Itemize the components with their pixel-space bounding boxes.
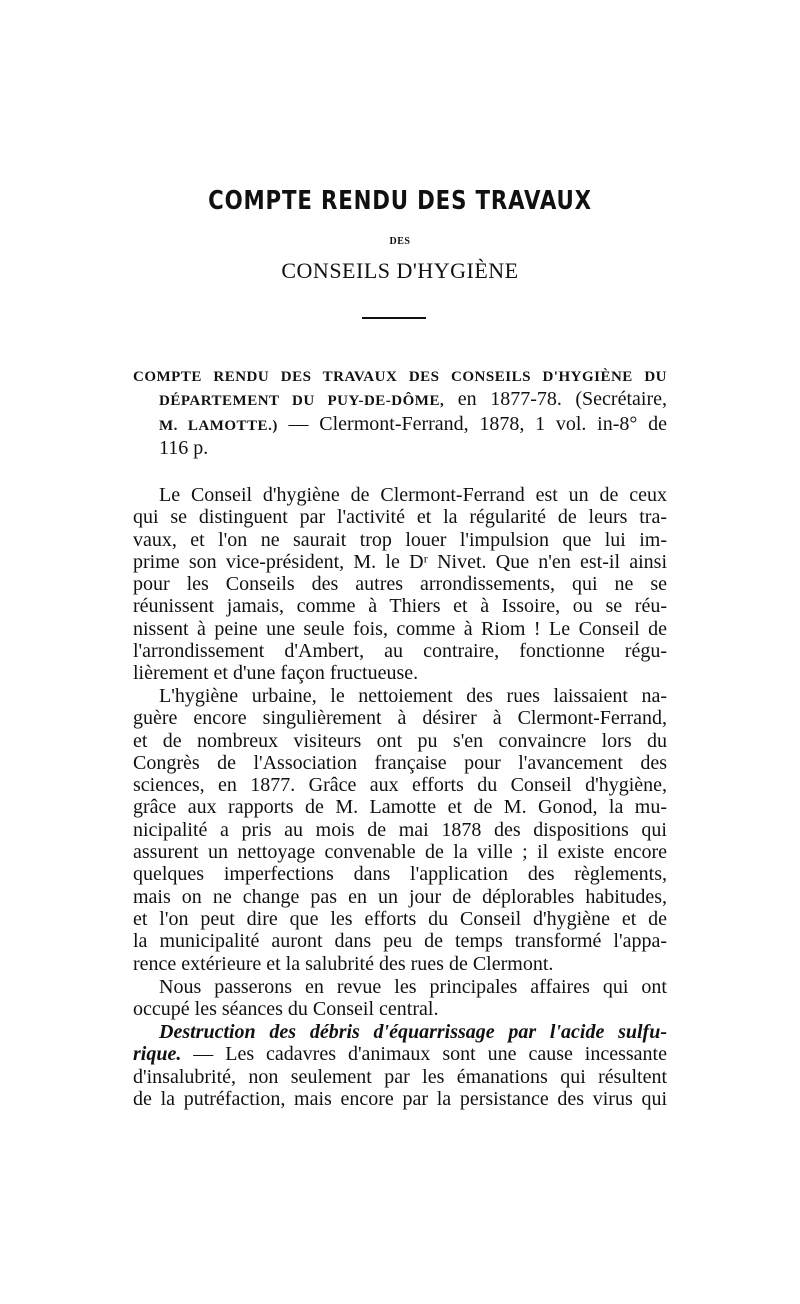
text-line: rence extérieure et la salubrité des rues de Clermont. [133,952,554,975]
text-line: L'hygiène urbaine, le nettoiement des rues laissaient na- [159,685,667,707]
section-heading: Destruction des débris d'équarrissage par l'acide sulfu- [159,1021,667,1043]
text-line: et l'on peut dire que les efforts du Conseil d'hygiène et de [133,907,667,930]
paragraph-4 [133,1021,667,1110]
text-line: nissent à peine une seule fois, comme à Riom ! Le Conseil de [133,617,667,640]
text-line: lièrement et d'une façon fructueuse. [133,662,419,685]
title-connector: DES [389,236,411,247]
citation-line: COMPTE RENDU DES TRAVAUX DES CONSEILS D'HYGIÈNE DU [133,369,667,385]
paragraph-2 [133,685,667,975]
text-line: mais on ne change pas en un jour de déplorables habitudes, [133,885,667,908]
paragraph-3 [133,976,667,1021]
text-line: d'insalubrité, non seulement par les émanations qui résultent [133,1065,667,1088]
text-line: de la putréfaction, mais encore par la persistance des virus qui [133,1087,667,1110]
text-line: nicipalité a pris au mois de mai 1878 des dispositions qui [133,818,667,841]
citation-line: DÉPARTEMENT DU PUY-DE-DÔME, en 1877-78. (Secrétaire, [159,388,667,411]
title-divider [362,317,426,319]
text-line: la municipalité auront dans peu de temps transformé l'appa- [133,930,667,953]
text-line: prime son vice-président, M. le Dʳ Nivet. Que n'en est-il ainsi [133,550,667,573]
text-line: occupé les séances du Conseil central. [133,998,439,1021]
page-title: COMPTE RENDU DES TRAVAUX [208,186,592,216]
text-line: Le Conseil d'hygiène de Clermont-Ferrand est un de ceux [159,484,667,506]
text-line: quelques imperfections dans l'application des règlements, [133,863,667,886]
text-line: Nous passerons en revue les principales affaires qui ont [159,976,667,998]
text-line: réunissent jamais, comme à Thiers et à Issoire, ou se réu- [133,595,667,618]
text-line: rique. — Les cadavres d'animaux sont une cause incessante [133,1043,667,1066]
text-line: sciences, en 1877. Grâce aux efforts du Conseil d'hygiène, [133,774,667,797]
text-line: grâce aux rapports de M. Lamotte et de M. Gonod, la mu- [133,796,667,819]
section-heading-end: rique. [133,1043,182,1066]
text-line: Congrès de l'Association française pour l'avancement des [133,751,667,774]
text-line: et de nombreux visiteurs ont pu s'en convaincre lors du [133,729,667,752]
text-line: assurent un nettoyage convenable de la ville ; il existe encore [133,841,667,864]
text-line: vaux, et l'on ne saurait trop louer l'impulsion que lui im- [133,528,667,551]
text-line: l'arrondissement d'Ambert, au contraire, fonctionne régu- [133,640,667,663]
text-line: guère encore singulièrement à désirer à Clermont-Ferrand, [133,707,667,730]
paragraph-1 [133,484,667,685]
text-line: qui se distinguent par l'activité et la régularité de leurs tra- [133,506,667,529]
citation-block [133,366,667,459]
text-line: pour les Conseils des autres arrondissements, qui ne se [133,573,667,596]
citation-line: M. LAMOTTE.) — Clermont-Ferrand, 1878, 1 vol. in-8° de [159,412,667,435]
citation-line: 116 p. [159,436,209,459]
page-subtitle: CONSEILS D'HYGIÈNE [281,258,519,283]
